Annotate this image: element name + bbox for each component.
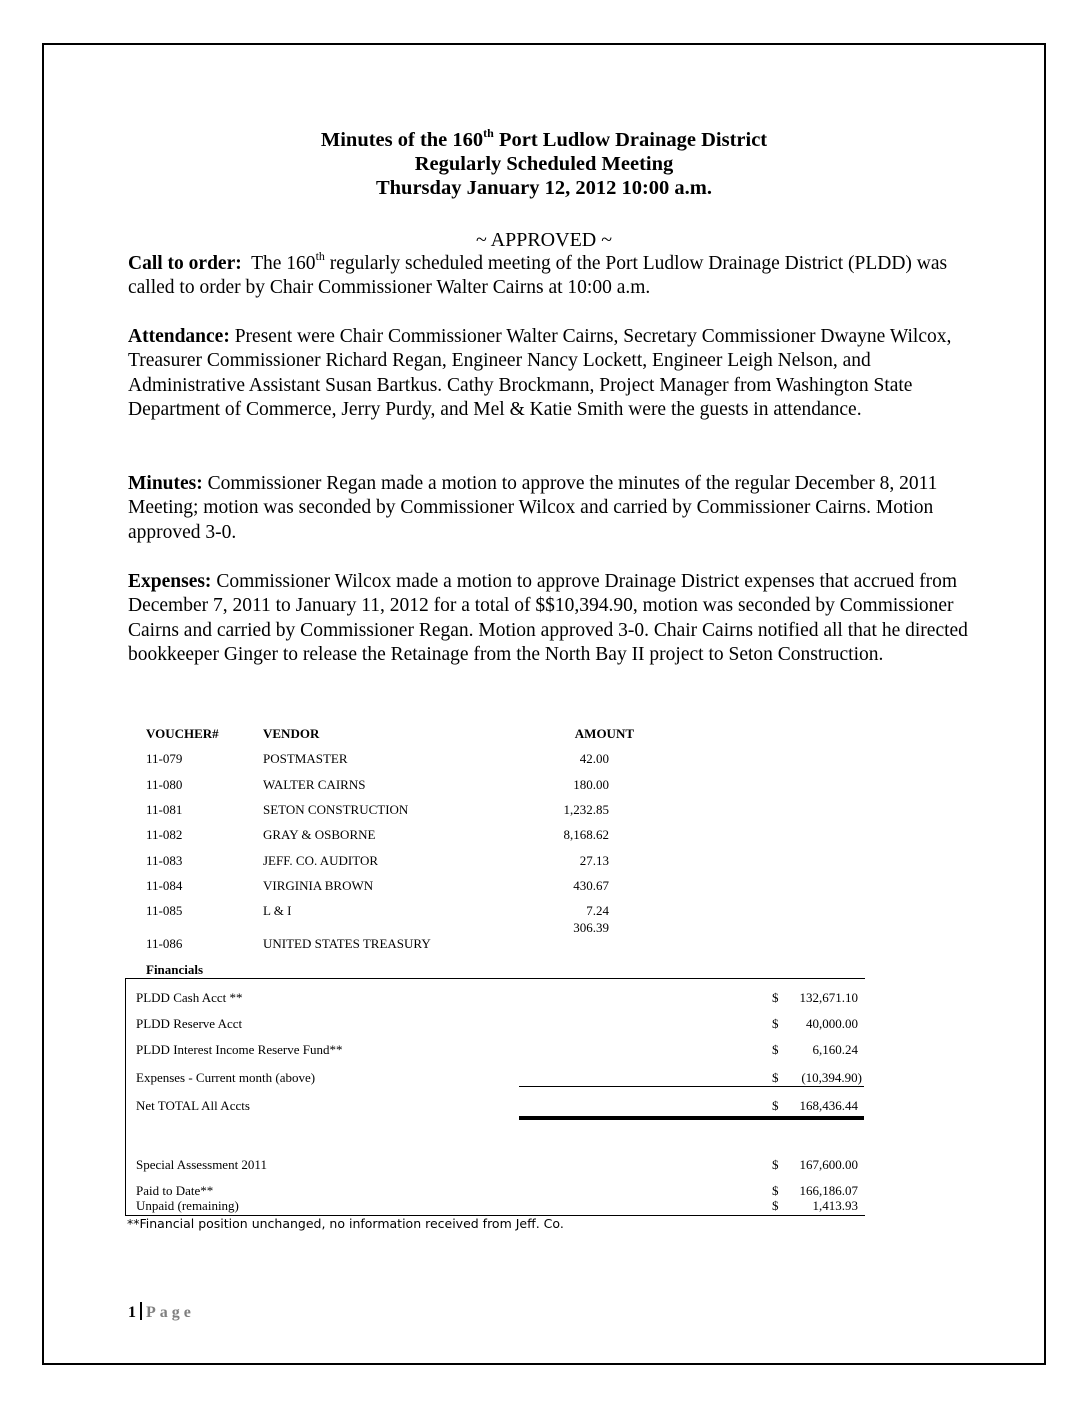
amount: 8,168.62	[563, 827, 609, 842]
currency-symbol: $	[772, 1157, 779, 1172]
vendor: JEFF. CO. AUDITOR	[263, 853, 379, 868]
section-heading: Attendance:	[128, 326, 230, 347]
page-number: 1	[128, 1304, 136, 1321]
header-amount: AMOUNT	[574, 726, 634, 741]
voucher-number: 11-084	[146, 878, 183, 893]
financial-label: Expenses - Current month (above)	[136, 1070, 316, 1085]
section-heading: Call to order:	[128, 253, 242, 274]
financial-label: PLDD Reserve Acct	[136, 1016, 243, 1031]
vendor: L & I	[263, 903, 292, 918]
financial-label: Unpaid (remaining)	[136, 1198, 239, 1213]
financial-label: PLDD Cash Acct **	[136, 990, 243, 1005]
currency-symbol: $	[772, 1098, 779, 1113]
voucher-number: 11-080	[146, 777, 183, 792]
financial-label: Paid to Date**	[136, 1183, 214, 1198]
section-text: regularly scheduled meeting of the Port Ludlow Drainage District (PLDD) was called to order by Chair Commissioner Walter Cairns at 10:00 a.m.	[128, 253, 948, 299]
financial-value: 166,186.07	[799, 1183, 858, 1198]
currency-symbol: $	[772, 990, 779, 1005]
voucher-number: 11-086	[146, 936, 183, 951]
section-text: Commissioner Wilcox made a motion to approve Drainage District expenses that accrued from December 7, 2011 to January 11, 2012 for a total of $$10,394.90, motion was seconded by Commissioner Cairns and carried by Commissioner Regan. Motion approved 3-0. Chair Cairns notified all that he directed bookkeeper Ginger to release the Retainage from the North Bay II project to Seton Construction.	[128, 571, 968, 666]
title-sup: th	[483, 126, 494, 140]
header-voucher: VOUCHER#	[146, 726, 219, 741]
subtotal-rule	[519, 1086, 864, 1087]
title-line-1	[0, 128, 1088, 152]
currency-symbol: $	[772, 1070, 779, 1085]
section-text: The 160	[241, 253, 316, 274]
currency-symbol: $	[772, 1183, 779, 1198]
amount: 306.39	[573, 920, 609, 935]
financials-table	[125, 978, 865, 1216]
financial-label: Special Assessment 2011	[136, 1157, 267, 1172]
section-heading: Minutes:	[128, 473, 203, 494]
approval-status: ~ APPROVED ~	[475, 229, 613, 251]
header-vendor: VENDOR	[263, 726, 320, 741]
footer-separator	[140, 1302, 142, 1320]
voucher-number: 11-085	[146, 903, 183, 918]
currency-symbol: $	[772, 1042, 779, 1057]
financial-value: 132,671.10	[799, 990, 858, 1005]
section-expenses	[128, 570, 968, 668]
section-call-to-order	[128, 249, 968, 301]
title-datetime: Thursday January 12, 2012 10:00 a.m.	[375, 177, 712, 199]
amount: 27.13	[579, 853, 609, 868]
voucher-number: 11-079	[146, 751, 183, 766]
section-text: Commissioner Regan made a motion to approve the minutes of the regular December 8, 2011 Meeting; motion was seconded by Commissioner Wilcox and carried by Commissioner Cairns. Motion approved 3-0.	[128, 473, 938, 543]
amount: 7.24	[586, 903, 609, 918]
page-footer	[128, 1302, 195, 1323]
currency-symbol: $	[772, 1198, 779, 1213]
financial-value: (10,394.90)	[801, 1070, 862, 1085]
total-rule	[519, 1116, 864, 1120]
financial-value: 168,436.44	[799, 1098, 858, 1113]
vendor: WALTER CAIRNS	[263, 777, 366, 792]
vendor: SETON CONSTRUCTION	[263, 802, 409, 817]
financials-label: Financials	[146, 962, 204, 977]
amount: 42.00	[579, 751, 609, 766]
financial-value: 1,413.93	[812, 1198, 858, 1213]
voucher-number: 11-082	[146, 827, 183, 842]
section-minutes	[128, 472, 968, 545]
title-subtitle: Regularly Scheduled Meeting	[414, 153, 674, 175]
currency-symbol: $	[772, 1016, 779, 1031]
page-word: Page	[146, 1304, 195, 1321]
financial-value: 40,000.00	[806, 1016, 858, 1031]
amount: 1,232.85	[563, 802, 609, 817]
financial-value: 6,160.24	[812, 1042, 858, 1057]
voucher-number: 11-083	[146, 853, 183, 868]
financials-footnote: **Financial position unchanged, no information received from Jeff. Co.	[127, 1216, 564, 1231]
vendor: POSTMASTER	[263, 751, 348, 766]
vendor: VIRGINIA BROWN	[263, 878, 374, 893]
amount: 180.00	[573, 777, 609, 792]
title-prefix: Minutes of the 160	[320, 129, 484, 151]
financial-label: Net TOTAL All Accts	[136, 1098, 250, 1113]
financial-value: 167,600.00	[799, 1157, 858, 1172]
amount: 430.67	[573, 878, 609, 893]
financial-label: PLDD Interest Income Reserve Fund**	[136, 1042, 343, 1057]
ordinal-sup: th	[315, 249, 325, 263]
vendor: UNITED STATES TREASURY	[263, 936, 431, 951]
vendor: GRAY & OSBORNE	[263, 827, 376, 842]
voucher-number: 11-081	[146, 802, 183, 817]
document-title	[0, 128, 1088, 200]
title-suffix: Port Ludlow Drainage District	[493, 129, 768, 151]
section-text: Present were Chair Commissioner Walter Cairns, Secretary Commissioner Dwayne Wilcox, Treasurer Commissioner Richard Regan, Engineer Nancy Lockett, Engineer Leigh Nelson, and Administrative Assistant Susan Bartkus. Cathy Brockmann, Project Manager from Washington State Department of Commerce, Jerry Purdy, and Mel & Katie Smith were the guests in attendance.	[128, 326, 952, 421]
section-heading: Expenses:	[128, 571, 212, 592]
section-attendance	[128, 325, 968, 423]
